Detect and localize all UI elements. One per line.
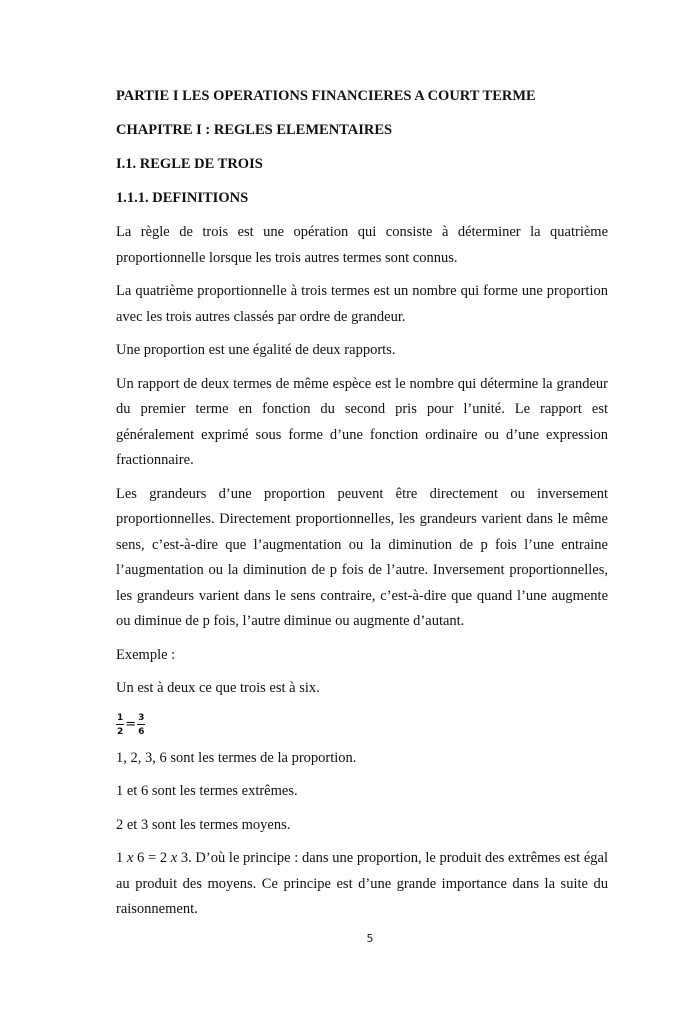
fraction-left — [116, 713, 124, 737]
paragraph-extremes: 1 et 6 sont les termes extrêmes. — [116, 783, 298, 799]
paragraph-proportion: Une proportion est une égalité de deux rapports. — [116, 342, 396, 358]
paragraph-ratio: Un rapport de deux termes de même espèce est le nombre qui détermine la grandeur du premier terme en fonction du second pris pour l’unité. Le rapport est généralement exprimé sous forme d’une fonction ordinaire ou d’une expression fractionnaire. — [116, 375, 608, 468]
paragraph-definition: La règle de trois est une opération qui consiste à déterminer la quatrième proportionnelle lorsque les trois autres termes sont connus. — [116, 224, 608, 266]
paragraph-terms: 1, 2, 3, 6 sont les termes de la proportion. — [116, 749, 357, 766]
paragraph-principle — [116, 846, 608, 923]
fraction-right — [137, 713, 145, 737]
fraction-equation — [116, 710, 608, 740]
section-heading: I.1. REGLE DE TROIS — [116, 156, 263, 172]
paragraph-fourth-proportional: La quatrième proportionnelle à trois termes est un nombre qui forme une proportion avec les trois autres classés par ordre de grandeur. — [116, 283, 608, 325]
principle-text-a: 1 — [116, 850, 127, 866]
fraction-right-numerator: 3 — [138, 712, 145, 723]
example-label: Exemple : — [116, 646, 176, 663]
paragraph-means: 2 et 3 sont les termes moyens. — [116, 816, 291, 833]
multiply-symbol: x — [126, 850, 134, 866]
fraction-left-denominator: 2 — [117, 726, 124, 737]
principle-text-c: 3. D’où le principe : dans une proportion, le produit des extrêmes est égal au produit des moyens. Ce principe est d’une grande importance dans la suite du raisonnement. — [116, 850, 608, 917]
fraction-left-numerator: 1 — [117, 712, 124, 723]
equals-sign: = — [125, 717, 137, 732]
document-page — [116, 86, 608, 931]
page-number: 5 — [366, 932, 374, 945]
fraction-right-denominator: 6 — [138, 726, 145, 737]
example-sentence: Un est à deux ce que trois est à six. — [116, 680, 320, 696]
chapter-heading: CHAPITRE I : REGLES ELEMENTAIRES — [116, 122, 393, 138]
subsection-heading: 1.1.1. DEFINITIONS — [116, 190, 249, 206]
paragraph-magnitudes: Les grandeurs d’une proportion peuvent être directement ou inversement proportionnelles. Directement proportionnelles, les grandeurs varient dans le même sens, c’est-à-dire que l’augmentation ou la diminution de p fois l’une entraine l’augmentation ou la diminution de p fois de l’autre. Inversement proportionnelles, les grandeurs varient dans le sens contraire, c’est-à-dire que quand l’une augmente ou diminue de p fois, l’autre diminue ou augmente d’autant. — [116, 485, 608, 629]
multiply-symbol: x — [170, 850, 178, 866]
part-heading: PARTIE I LES OPERATIONS FINANCIERES A COURT TERME — [116, 88, 536, 104]
principle-text-b: 6 = 2 — [133, 850, 171, 866]
